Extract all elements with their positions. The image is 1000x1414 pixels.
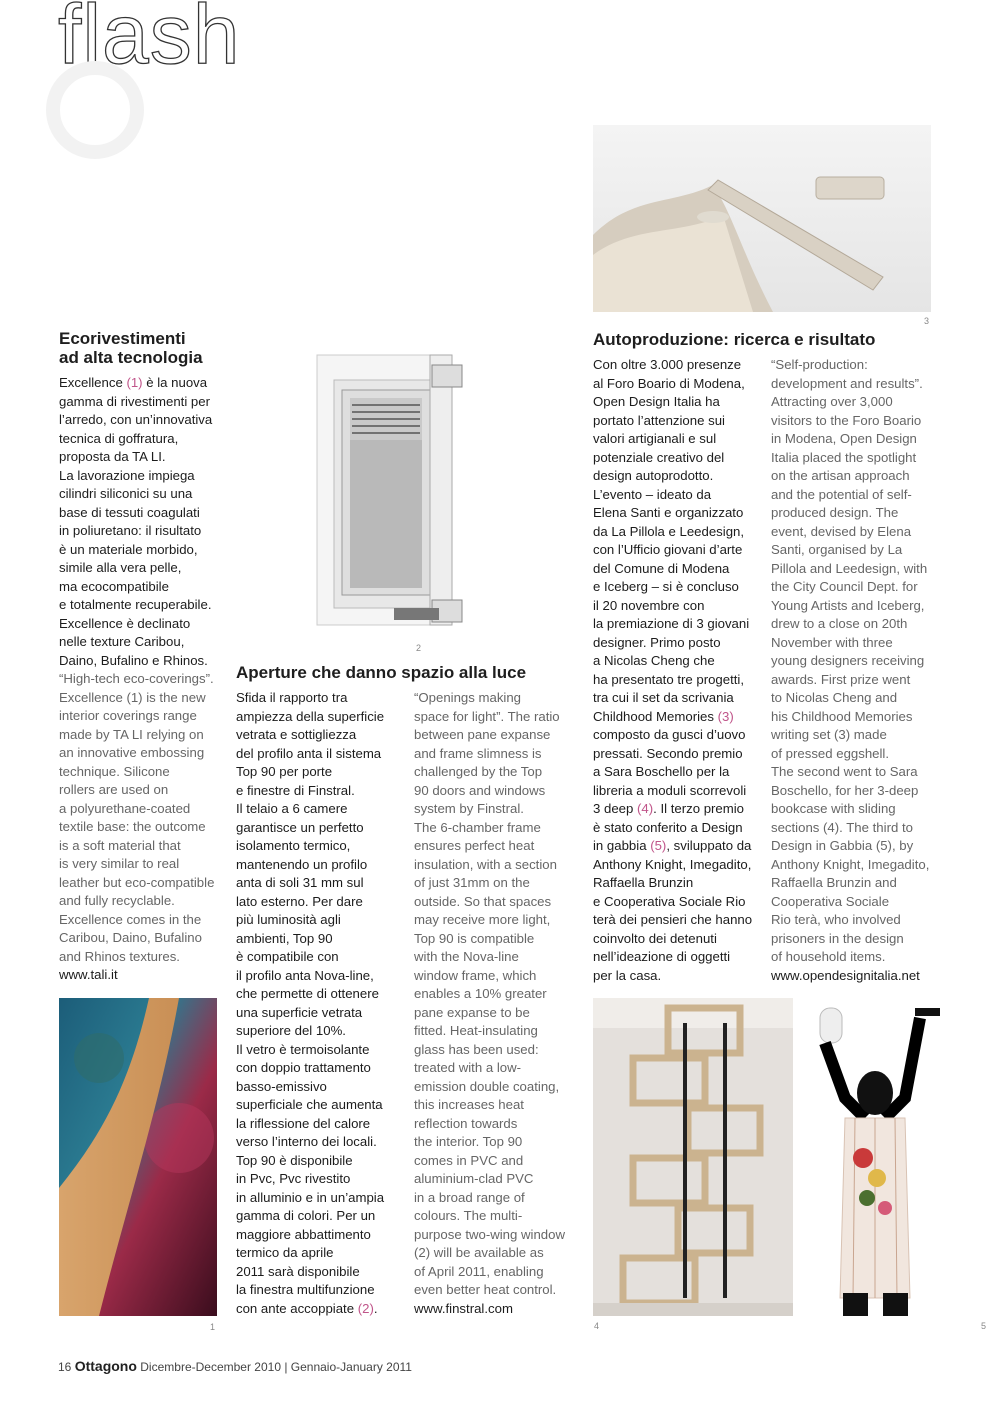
article3-it-line: [593, 412, 765, 431]
text-span: designer. Primo posto: [593, 634, 721, 650]
article2-it-line: in Pvc, Pvc rivestito: [236, 1171, 351, 1186]
article2-it-line: termico da aprile: [236, 1245, 334, 1260]
figure-number-1: 1: [210, 1322, 216, 1332]
article3-it-line: [593, 393, 765, 412]
article3-en-line: Attracting over 3,000: [771, 394, 893, 409]
article1-en-line: Caribou, Daino, Bufalino: [59, 930, 202, 945]
text-span: per la casa.: [593, 967, 662, 983]
text-span: valori artigianali e sul: [593, 431, 717, 446]
article1-title-line1: Ecorivestimenti: [59, 329, 186, 348]
article2-en-line: window frame, which: [414, 967, 537, 983]
article1-title: [59, 329, 239, 367]
article2-it-line: Top 90 per porte: [236, 764, 333, 779]
article2-en-line: may receive more light,: [414, 912, 551, 927]
article1-body: [59, 374, 234, 985]
article3-it-line: [593, 560, 765, 579]
article2-it-line: superiore del 10%.: [236, 1023, 346, 1038]
article3-it-line: [593, 578, 765, 597]
article1-en-line: is a soft material that: [59, 837, 181, 853]
reference-marker: (3): [717, 708, 734, 724]
article2-it-line: la finestra multifunzione: [236, 1282, 375, 1297]
text-span: nell’ideazione di oggetti: [593, 949, 731, 964]
text-span: al Foro Boario di Modena,: [593, 375, 745, 391]
article3-en-line: The second went to Sara: [771, 764, 918, 779]
article1-en-line: Excellence (1) is the new: [59, 689, 206, 705]
article1-en-line: Excellence comes in the: [59, 911, 202, 927]
watermark-logo-icon: [40, 55, 150, 165]
article1-it-line: l’arredo, con un’innovativa: [59, 412, 213, 427]
article3-en-line: Raffaella Brunzin and: [771, 875, 897, 890]
text-span: Raffaella Brunzin: [593, 875, 694, 890]
article2-it-line: basso-emissivo: [236, 1078, 327, 1094]
text-span: L’evento – ideato da: [593, 486, 712, 502]
text-span: da La Pillola e Leedesign,: [593, 523, 745, 539]
article2-en-line: glass has been used:: [414, 1041, 539, 1057]
text-span: e Iceberg – si è concluso: [593, 579, 739, 594]
article3-en-line: bookcase with sliding: [771, 801, 896, 816]
article3-en-line: Santi, organised by La: [771, 542, 903, 557]
article3-it-line: [593, 874, 765, 893]
article1-it-line: in poliuretano: il risultato: [59, 523, 202, 538]
article3-it-line: [593, 597, 765, 616]
article3-en-line: of household items.: [771, 949, 886, 964]
article3-it-line: [593, 948, 765, 967]
article3-en-line: drew to a close on 20th: [771, 616, 908, 631]
text-span: design autoprodotto.: [593, 468, 714, 483]
reference-marker: (4): [637, 801, 654, 816]
text-span: la premiazione di 3 giovani: [593, 616, 750, 631]
text-span: tra cui il set da scrivania: [593, 690, 734, 705]
text-span: e Cooperativa Sociale Rio: [593, 893, 746, 909]
article3-it-line: [593, 856, 765, 875]
article3-it-line: [593, 726, 765, 745]
finstral-window-photo: [312, 350, 467, 640]
article3-it-line: [593, 782, 765, 801]
article2-en-line: treated with a low-: [414, 1060, 522, 1075]
text-span: ha presentato tre progetti,: [593, 671, 745, 687]
article3-it-line: [593, 467, 765, 486]
article3-it-line: [593, 541, 765, 560]
article3-body-it: [593, 356, 765, 985]
article3-en-line: Italia placed the spotlight: [771, 449, 917, 465]
reference-marker: (5): [650, 838, 667, 853]
article2-en-line: the interior. Top 90: [414, 1134, 523, 1149]
text-span: 3 deep: [593, 801, 637, 816]
article1-en-line: made by TA LI relying on: [59, 726, 204, 742]
article3-it-line: [593, 689, 765, 708]
text-span: . Il terzo premio: [653, 801, 745, 816]
article2-en-line: “Openings making: [414, 690, 522, 705]
article2-it-line: maggiore abbattimento: [236, 1226, 371, 1242]
article2-it-line: è compatibile con: [236, 949, 339, 964]
article1-en-line: leather but eco-compatible: [59, 874, 215, 890]
article2-en-line: even better heat control.: [414, 1282, 557, 1297]
article2-en-line: between pane expanse: [414, 727, 551, 742]
article1-en-line: and fully recyclable.: [59, 893, 175, 908]
text-span: coinvolto dei detenuti: [593, 930, 717, 946]
figure-number-5: 5: [981, 1321, 987, 1331]
article2-en-line: in a broad range of: [414, 1189, 525, 1205]
article3-it-line: [593, 504, 765, 523]
article1-en-line: a polyurethane-coated: [59, 800, 191, 816]
article2-body-en: [414, 689, 586, 1318]
article3-en-line: of pressed eggshell.: [771, 745, 890, 761]
article2-it-line: anta di soli 31 mm sul: [236, 875, 364, 890]
article2-en-line: The 6-chamber frame: [414, 819, 541, 835]
article1-it-line: simile alla vera pelle,: [59, 560, 182, 575]
article2-it-line: una superficie vetrata: [236, 1004, 363, 1020]
text-span: Excellence: [59, 375, 127, 390]
text-span: portato l’attenzione sui: [593, 412, 725, 428]
article1-it-line: proposta da TA LI.: [59, 449, 166, 464]
article2-en-line: and frame slimness is: [414, 745, 542, 761]
text-span: libreria a moduli scorrevoli: [593, 782, 747, 798]
article1-it-line: La lavorazione impiega: [59, 467, 195, 483]
article3-it-line: [593, 430, 765, 449]
article1-en-line: interior coverings range: [59, 708, 197, 723]
article2-en-line: colours. The multi-: [414, 1208, 523, 1223]
article1-it-line: Daino, Bufalino e Rhinos.: [59, 652, 208, 668]
article2-it-line: ambienti, Top 90: [236, 930, 333, 946]
figure-number-3: 3: [924, 316, 930, 326]
text-span: con ante accoppiate: [236, 1300, 358, 1316]
article2-it-line: che permette di ottenere: [236, 986, 379, 1001]
article2-it-line: mantenendo un profilo: [236, 856, 368, 872]
text-span: Open Design Italia ha: [593, 394, 720, 409]
article2-it-line: più luminosità agli: [236, 912, 341, 927]
article3-it-line: [593, 671, 765, 690]
text-span: .: [373, 1300, 378, 1316]
article3-en-line: development and results”.: [771, 375, 923, 391]
text-span: Con oltre 3.000 presenze: [593, 357, 742, 372]
text-span: del Comune di Modena: [593, 560, 730, 576]
figure-number-2: 2: [416, 643, 422, 653]
article2-it-line: 2011 sarà disponibile: [236, 1263, 360, 1279]
article2-en-line: (2) will be available as: [414, 1245, 544, 1260]
article3-en-line: on the artisan approach: [771, 468, 910, 483]
article3-en-line: Pillola and Leedesign, with: [771, 560, 928, 576]
article3-it-line: [593, 837, 765, 856]
text-span: è la nuova: [142, 375, 208, 390]
article3-en-line: Anthony Knight, Imegadito,: [771, 856, 930, 872]
excellence-texture-photo: [59, 998, 217, 1316]
article3-it-line: [593, 486, 765, 505]
text-span: a Sara Boschello per la: [593, 764, 730, 779]
article3-it-line: [593, 911, 765, 930]
figure-number-4: 4: [594, 1321, 600, 1331]
article2-it-line: con doppio trattamento: [236, 1060, 371, 1075]
article2-en-line: this increases heat: [414, 1097, 524, 1112]
text-span: , sviluppato da: [666, 838, 752, 853]
article3-it-line: [593, 967, 765, 986]
article1-en-line: technique. Silicone: [59, 763, 170, 779]
article3-en-line: Cooperativa Sociale: [771, 893, 890, 909]
article2-website-link: www.finstral.com: [414, 1300, 513, 1316]
article2-it-line: gamma di colori. Per un: [236, 1208, 376, 1223]
article1-it-line: tecnica di goffratura,: [59, 430, 179, 446]
article3-body-en: [771, 356, 946, 985]
article3-it-line: [593, 708, 765, 727]
article3-it-line: [593, 449, 765, 468]
article2-en-line: enables a 10% greater: [414, 986, 547, 1001]
article1-en-line: and Rhinos textures.: [59, 948, 180, 964]
article3-it-line: [593, 745, 765, 764]
article2-it-line: e finestre di Finstral.: [236, 782, 355, 798]
article3-en-line: to Nicolas Cheng and: [771, 690, 898, 705]
article1-en-line: rollers are used on: [59, 782, 169, 797]
article2-en-line: outside. So that spaces: [414, 893, 552, 909]
article3-en-line: Boschello, for her 3-deep: [771, 782, 919, 798]
article2-en-line: aluminium-clad PVC: [414, 1171, 534, 1186]
reference-marker: (1): [126, 375, 143, 390]
article2-it-line: Il vetro è termoisolante: [236, 1041, 370, 1057]
article3-en-line: awards. First prize went: [771, 671, 911, 687]
text-span: Elena Santi e organizzato: [593, 505, 744, 520]
article3-it-line: [593, 930, 765, 949]
article2-it-line: il profilo anta Nova-line,: [236, 967, 374, 983]
article2-it-line: Sfida il rapporto tra: [236, 690, 348, 705]
page-number: 16: [58, 1360, 72, 1374]
text-span: pressati. Secondo premio: [593, 745, 743, 761]
article3-it-line: [593, 893, 765, 912]
article3-en-line: produced design. The: [771, 505, 899, 520]
article2-it-line: del profilo anta il sistema: [236, 745, 382, 761]
article3-website-link: www.opendesignitalia.net: [771, 967, 920, 983]
text-span: potenziale creativo del: [593, 449, 725, 465]
article1-title-line2: ad alta tecnologia: [59, 348, 203, 367]
article2-en-line: reflection towards: [414, 1115, 518, 1131]
article3-en-line: his Childhood Memories: [771, 708, 913, 724]
article3-en-line: sections (4). The third to: [771, 819, 913, 835]
article2-en-line: of just 31mm on the: [414, 875, 530, 890]
article3-title: Autoproduzione: ricerca e risultato: [593, 330, 876, 349]
issue-date: Dicembre-December 2010 | Gennaio-January 2011: [140, 1360, 412, 1374]
article3-en-line: event, devised by Elena: [771, 523, 912, 539]
article2-en-line: insulation, with a section: [414, 856, 557, 872]
article3-it-line: [593, 615, 765, 634]
article3-it-line: [593, 763, 765, 782]
article1-it-line: nelle texture Caribou,: [59, 634, 185, 649]
page-footer: [58, 1358, 412, 1374]
article2-body-it: [236, 689, 406, 1318]
article2-it-line: garantisce un perfetto: [236, 819, 364, 835]
article1-en-line: textile base: the outcome: [59, 819, 206, 834]
article2-it-line: in alluminio e in un’ampia: [236, 1189, 385, 1205]
article2-it-line: la riflessione del calore: [236, 1115, 371, 1131]
article1-it-line: e totalmente recuperabile.: [59, 597, 212, 612]
magazine-brand: Ottagono: [74, 1358, 137, 1374]
text-span: terà dei pensieri che hanno: [593, 912, 753, 927]
article3-en-line: “Self-production:: [771, 357, 868, 372]
article3-en-line: prisoners in the design: [771, 930, 904, 946]
article3-it-line: [593, 356, 765, 375]
article2-it-line: Il telaio a 6 camere: [236, 801, 348, 816]
article1-it-line: gamma di rivestimenti per: [59, 393, 210, 409]
article3-en-line: in Modena, Open Design: [771, 431, 917, 446]
article2-en-line: system by Finstral.: [414, 801, 524, 816]
article1-en-line: an innovative embossing: [59, 745, 205, 760]
article2-en-line: pane expanse to be: [414, 1004, 530, 1020]
article1-it-line: è un materiale morbido,: [59, 541, 198, 557]
article3-en-line: and the potential of self-: [771, 486, 912, 502]
article1-it-line: [59, 374, 234, 393]
article1-en-line: is very similar to real: [59, 856, 180, 871]
article2-it-line: verso l’interno dei locali.: [236, 1134, 377, 1149]
article2-en-line: of April 2011, enabling: [414, 1263, 544, 1279]
text-span: composto da gusci d’uovo: [593, 727, 746, 742]
article2-en-line: 90 doors and windows: [414, 782, 546, 798]
text-span: è stato conferito a Design: [593, 819, 743, 835]
article2-en-line: space for light”. The ratio: [414, 708, 560, 724]
section-title: flash: [58, 0, 241, 81]
article3-en-line: the City Council Dept. for: [771, 579, 918, 594]
article3-en-line: Rio terà, who involved: [771, 912, 901, 927]
article2-it-line: Top 90 è disponibile: [236, 1152, 353, 1168]
article1-website-link: www.tali.it: [59, 967, 118, 982]
article3-en-line: November with three: [771, 634, 893, 650]
article3-it-line: [593, 634, 765, 653]
article2-en-line: with the Nova-line: [414, 949, 519, 964]
article3-it-line: [593, 819, 765, 838]
article1-it-line: ma ecocompatibile: [59, 578, 169, 594]
article2-en-line: ensures perfect heat: [414, 838, 535, 853]
article2-it-line: [236, 1300, 406, 1319]
article2-en-line: challenged by the Top: [414, 764, 543, 779]
article3-it-line: [593, 652, 765, 671]
article2-it-line: superficiale che aumenta: [236, 1097, 383, 1112]
article1-it-line: Excellence è declinato: [59, 615, 191, 631]
article2-it-line: lato esterno. Per dare: [236, 893, 363, 909]
article2-it-line: isolamento termico,: [236, 838, 351, 853]
article3-en-line: young designers receiving: [771, 653, 925, 668]
article2-en-line: Top 90 is compatible: [414, 930, 535, 946]
text-span: in gabbia: [593, 838, 651, 853]
article3-en-line: visitors to the Foro Boario: [771, 412, 922, 428]
article2-en-line: purpose two-wing window: [414, 1226, 565, 1242]
text-span: con l’Ufficio giovani d’arte: [593, 542, 743, 557]
article1-en-line: “High-tech eco-coverings”.: [59, 671, 214, 686]
article1-it-line: base di tessuti coagulati: [59, 504, 200, 520]
article2-en-line: fitted. Heat-insulating: [414, 1023, 538, 1038]
text-span: Childhood Memories: [593, 708, 718, 724]
text-span: il 20 novembre con: [593, 597, 705, 613]
design-in-gabbia-apron-photo: [805, 998, 945, 1316]
text-span: a Nicolas Cheng che: [593, 653, 715, 668]
article2-en-line: emission double coating,: [414, 1078, 560, 1094]
article1-it-line: cilindri siliconici su una: [59, 486, 193, 501]
article2-it-line: vetrata e sottigliezza: [236, 727, 357, 742]
article3-it-line: [593, 800, 765, 819]
article3-en-line: Young Artists and Iceberg,: [771, 597, 925, 613]
article2-en-line: comes in PVC and: [414, 1152, 524, 1168]
article3-en-line: Design in Gabbia (5), by: [771, 838, 914, 853]
eggshell-writing-set-photo: [593, 125, 931, 312]
text-span: Anthony Knight, Imegadito,: [593, 856, 752, 872]
article3-it-line: [593, 375, 765, 394]
article2-it-line: ampiezza della superficie: [236, 708, 385, 724]
sliding-bookcase-photo: [593, 998, 793, 1316]
article3-en-line: writing set (3) made: [771, 727, 887, 742]
article2-title: Aperture che danno spazio alla luce: [236, 663, 527, 682]
reference-marker: (2): [357, 1300, 374, 1316]
article3-it-line: [593, 523, 765, 542]
